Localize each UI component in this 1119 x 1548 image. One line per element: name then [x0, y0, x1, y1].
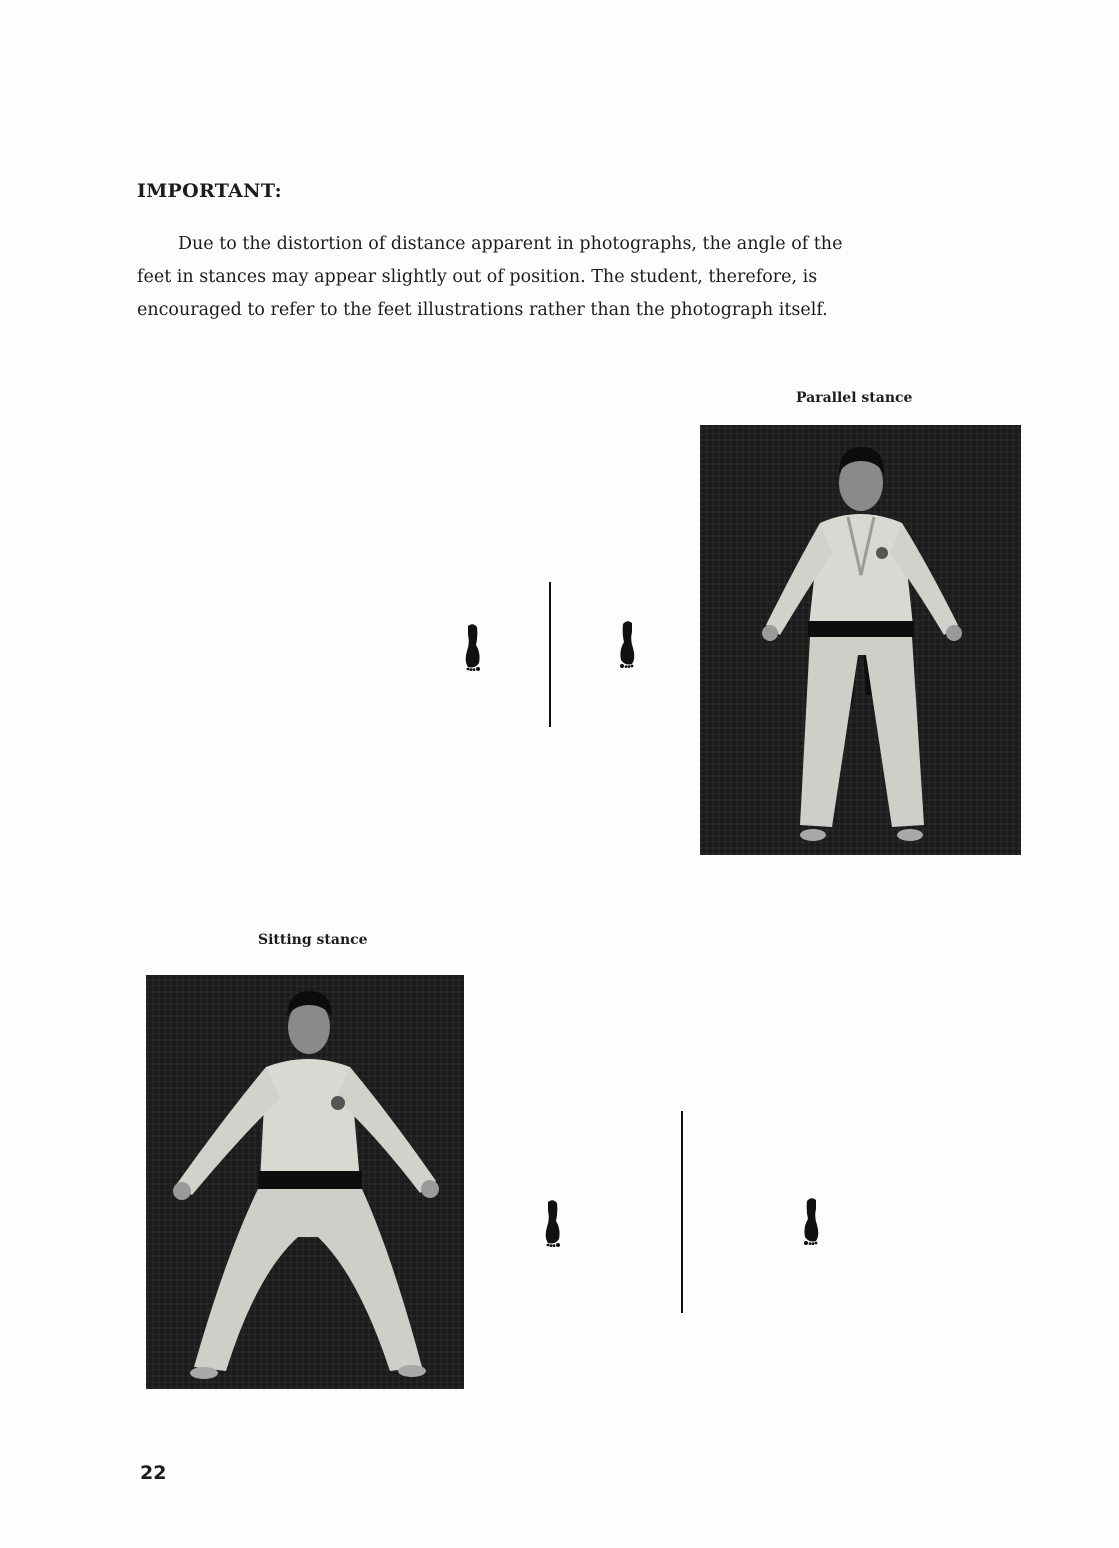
parallel-stance-photo [700, 425, 1021, 855]
center-line [681, 1111, 683, 1313]
left-foot-icon [463, 623, 483, 671]
sitting-stance-photo [146, 975, 464, 1389]
paragraph-line: Due to the distortion of distance apparent in photographs, the angle of the [178, 234, 843, 254]
parallel-stance-caption: Parallel stance [796, 390, 913, 406]
right-foot-icon [617, 620, 637, 668]
sitting-stance-caption: Sitting stance [258, 932, 368, 948]
body-paragraph [137, 228, 1037, 327]
left-foot-icon [543, 1199, 563, 1247]
page-number: 22 [140, 1462, 167, 1484]
center-line [549, 582, 551, 727]
right-foot-icon [801, 1197, 821, 1245]
paragraph-line: encouraged to refer to the feet illustrations rather than the photograph itself. [137, 300, 828, 320]
section-heading: IMPORTANT: [137, 180, 282, 202]
paragraph-line: feet in stances may appear slightly out of position. The student, therefore, is [137, 267, 818, 287]
